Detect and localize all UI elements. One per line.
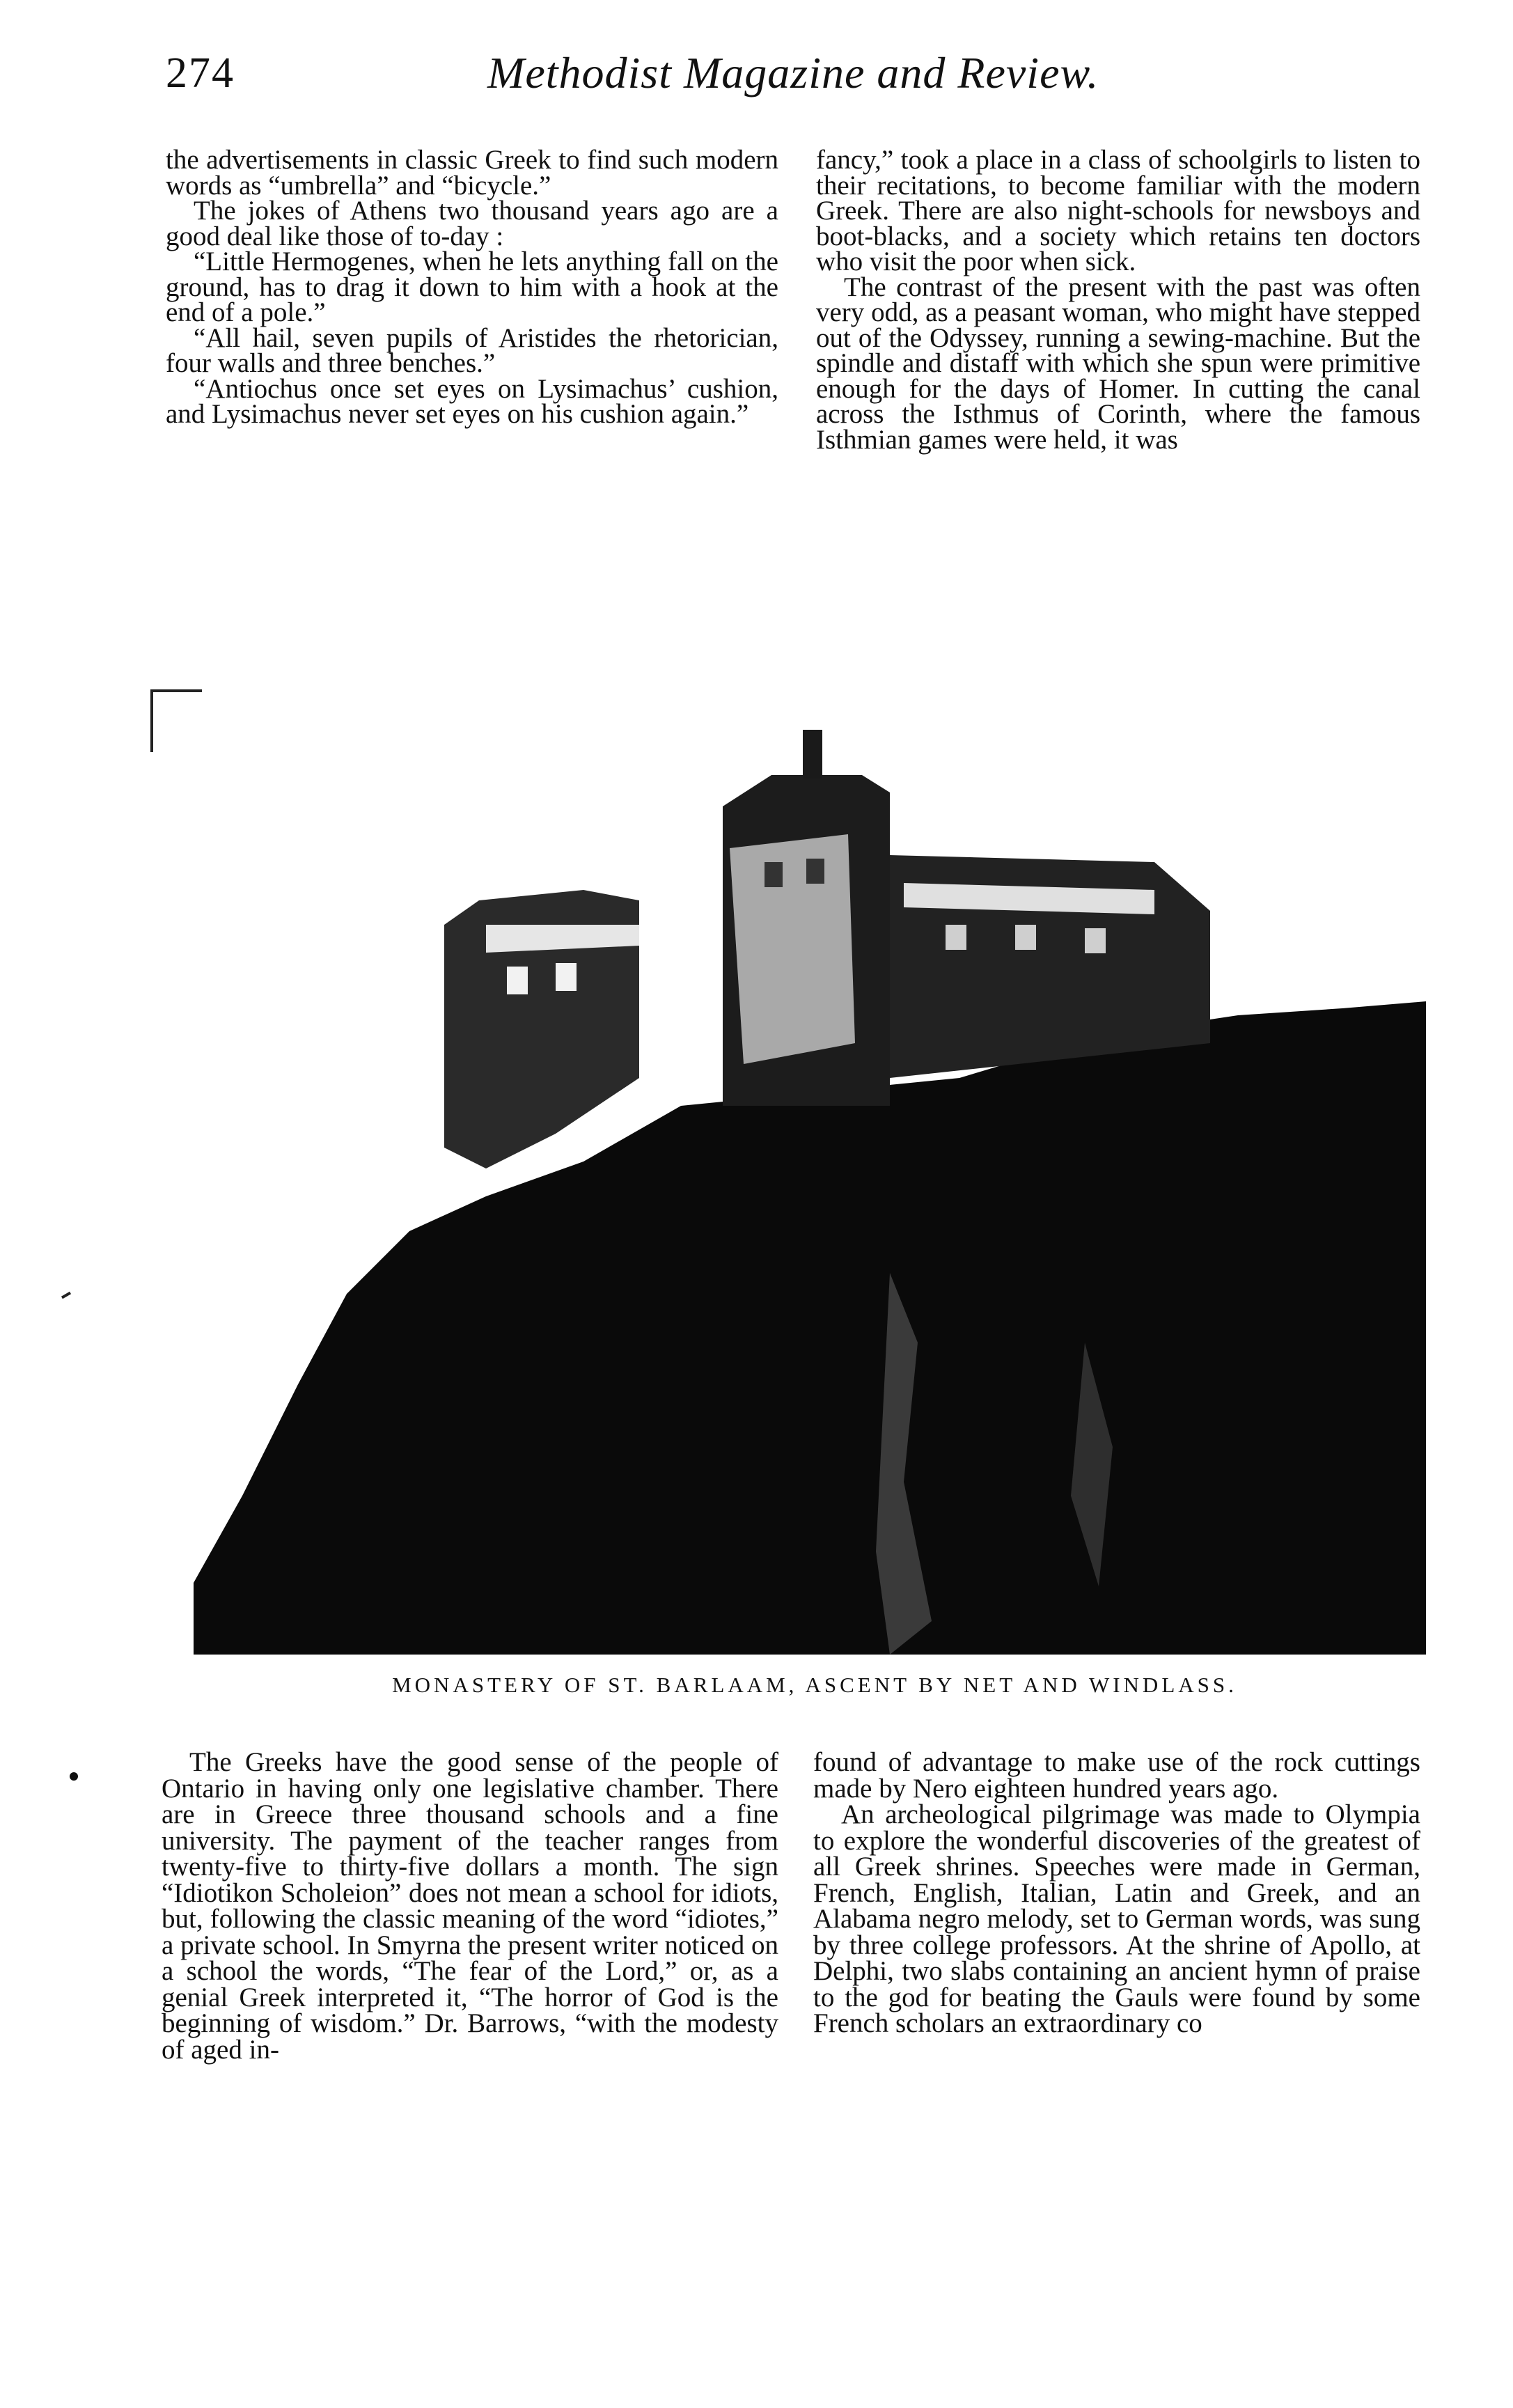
lit-tower-face	[730, 834, 855, 1064]
crop-mark-vertical	[150, 689, 153, 752]
stray-dot	[70, 1772, 78, 1781]
paragraph: The Greeks have the good sense of the people of Ontario in having only one legislative chamber. There are in Greece three thousand schools and a fine university. The payment of the teacher ranges from twenty-five to thirty-five dollars a month. The sign “Idiotikon Scholeion” does not mean a school for idiots, but, following the classic meaning of the word “idiotes,” a private school. In Smyrna the present writer noticed on a school the words, “The fear of the Lord,” or, as a genial Greek interpreted it, “The horror of God is the beginning of wisdom.” Dr. Barrows, “with the modesty of aged in-	[162, 1747, 778, 2065]
paragraph: An archeological pilgrimage was made to Olympia to explore the wonderful discoveries of the greatest of all Greek shrines. Speeches were made in German, French, English, Italian, Latin and Greek, and an Alabama negro melody, set to German words, was sung by three college professors. At the shrine of Apollo, at Delphi, two slabs containing an ancient hymn of praise to the god for beating the Gauls were found by some French scholars an extraordinary co	[813, 1799, 1420, 2038]
paragraph: the advertisements in classic Greek to find such modern words as “umbrella” and “bicycle.”	[166, 145, 778, 201]
paragraph: “Antiochus once set eyes on Lysimachus’ cushion, and Lysimachus never set eyes on his cushion again.”	[166, 373, 778, 429]
top-right-column	[816, 145, 1420, 455]
bottom-left-column	[162, 1749, 778, 2063]
paragraph: The jokes of Athens two thousand years ago are a good deal like those of to-day :	[166, 196, 778, 251]
figure-caption: MONASTERY OF ST. BARLAAM, ASCENT BY NET AND WINDLASS.	[392, 1673, 1237, 1697]
window	[806, 859, 824, 884]
window	[507, 967, 528, 994]
paragraph: The contrast of the present with the past was often very odd, as a peasant woman, who might have stepped out of the Odyssey, running a sewing-machine. But the spindle and distaff with which she spun were primitive enough for the days of Homer. In cutting the canal across the Isthmus of Corinth, where the famous Isthmian games were held, it was	[816, 272, 1420, 455]
paragraph: fancy,” took a place in a class of schoolgirls to listen to their recitations, to become familiar with the modern Greek. There are also night-schools for newsboys and boot-blacks, and a society which retains ten doctors who visit the poor when sick.	[816, 145, 1420, 276]
crop-mark-horizontal	[150, 689, 202, 692]
window	[946, 925, 966, 950]
paragraph: “All hail, seven pupils of Aristides the rhetorician, four walls and three benches.”	[166, 322, 778, 378]
running-title: Methodist Magazine and Review.	[487, 48, 1099, 97]
paragraph: “Little Hermogenes, when he lets anything fall on the ground, has to drag it down to him with a hook at the end of a pole.”	[166, 247, 778, 327]
bottom-right-column	[813, 1749, 1420, 2037]
window	[765, 862, 783, 887]
page-number: 274	[166, 49, 235, 97]
top-left-column	[166, 145, 778, 429]
window	[1015, 925, 1036, 950]
monastery-photograph	[194, 716, 1426, 1655]
monastery-photo-drawing	[194, 716, 1426, 1655]
paragraph: found of advantage to make use of the rock cuttings made by Nero eighteen hundred years ago.	[813, 1747, 1420, 1804]
chimney	[803, 730, 822, 779]
window	[556, 963, 577, 991]
window	[1085, 928, 1106, 953]
stray-mark	[61, 1292, 71, 1299]
